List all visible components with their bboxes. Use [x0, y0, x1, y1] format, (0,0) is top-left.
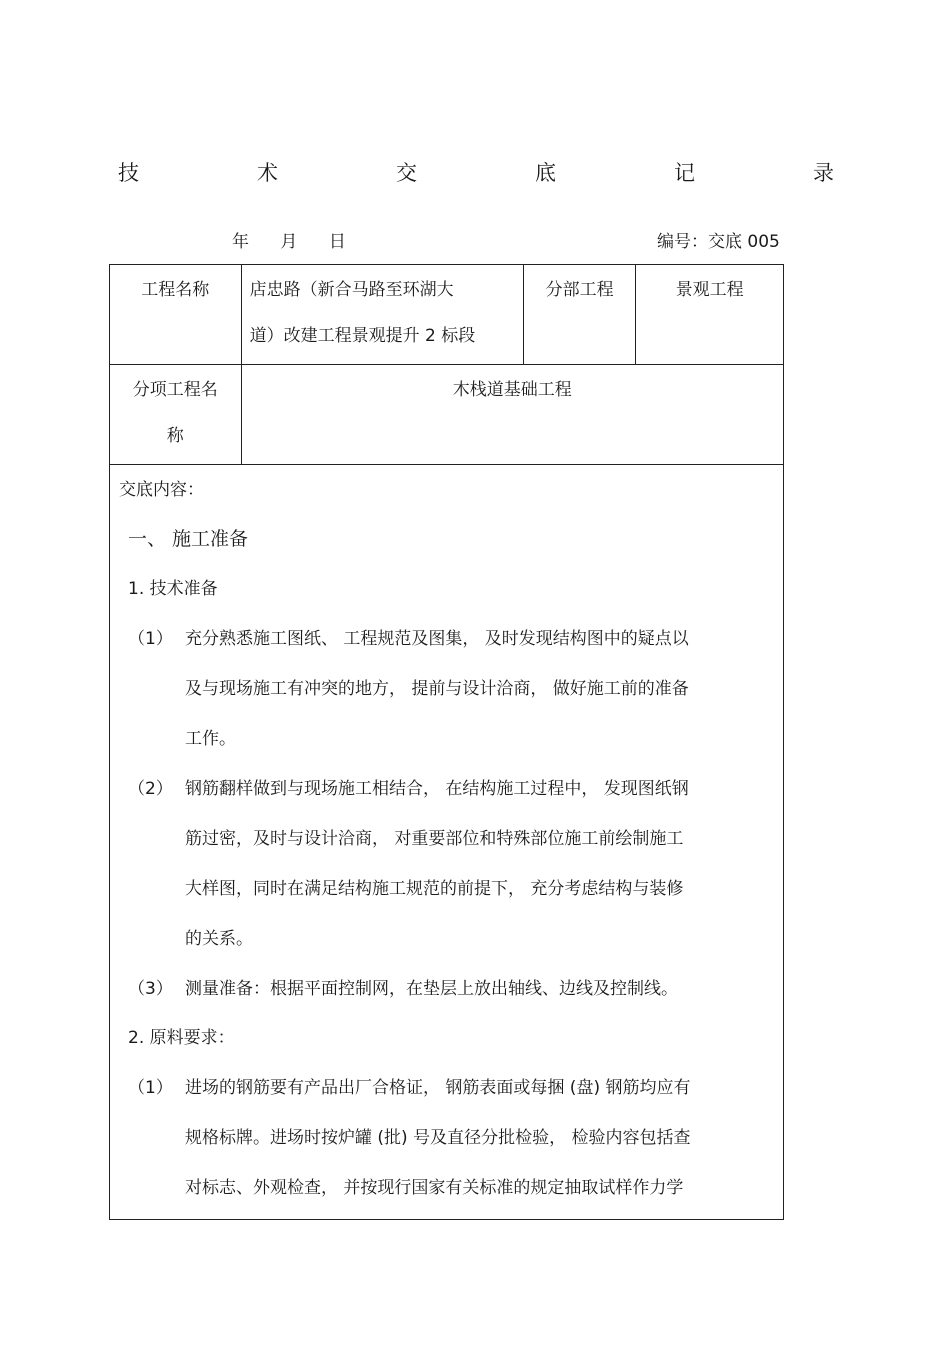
subsection-heading: 1. 技术准备 — [128, 579, 218, 599]
title-char: 交 — [396, 161, 417, 185]
paragraph-line: 大样图，同时在满足结构施工规范的前提下， 充分考虑结构与装修 — [185, 879, 684, 899]
date-field — [232, 227, 372, 252]
paragraph-line: 测量准备：根据平面控制网，在垫层上放出轴线、边线及控制线。 — [185, 979, 678, 999]
paragraph-line: 进场的钢筋要有产品出厂合格证， 钢筋表面或每捆 (盘) 钢筋均应有 — [185, 1078, 691, 1098]
project-name-line2: 道）改建工程景观提升 2 标段 — [249, 326, 476, 346]
title-char: 录 — [813, 161, 834, 185]
item-number: （2） — [128, 779, 173, 799]
document-number: 编号：交底 005 — [657, 232, 780, 252]
item-number: （3） — [128, 979, 173, 999]
paragraph-line: 钢筋翻样做到与现场施工相结合， 在结构施工过程中， 发现图纸钢 — [185, 779, 689, 799]
disclosure-table — [109, 264, 784, 1220]
day-label: 日 — [328, 232, 346, 252]
item-number: （1） — [128, 629, 173, 649]
project-name-label-cell — [110, 265, 242, 365]
content-cell — [110, 465, 784, 1220]
project-name-line1: 店忠路（新合马路至环湖大 — [249, 280, 454, 300]
document-title — [118, 157, 834, 187]
division-label-cell — [523, 265, 636, 365]
paragraph-line: 工作。 — [185, 729, 236, 749]
paragraph-line: 的关系。 — [185, 929, 253, 949]
content-heading: 交底内容： — [119, 480, 204, 500]
paragraph-line: 筋过密，及时与设计洽商， 对重要部位和特殊部位施工前绘制施工 — [185, 829, 684, 849]
item-number: （1） — [128, 1078, 173, 1098]
division-value: 景观工程 — [675, 280, 744, 300]
title-char: 记 — [674, 161, 695, 185]
subitem-label-cell — [110, 365, 242, 465]
division-label: 分部工程 — [545, 280, 614, 300]
title-char: 技 — [118, 161, 139, 185]
subsection-heading: 2. 原料要求： — [128, 1028, 235, 1048]
year-label: 年 — [232, 232, 249, 252]
paragraph-line: 充分熟悉施工图纸、 工程规范及图集， 及时发现结构图中的疑点以 — [185, 629, 689, 649]
subitem-value-cell — [241, 365, 783, 465]
month-label: 月 — [280, 232, 298, 252]
paragraph-line: 对标志、外观检查， 并按现行国家有关标准的规定抽取试样作力学 — [185, 1178, 684, 1198]
paragraph-line: 规格标牌。进场时按炉罐 (批) 号及直径分批检验， 检验内容包括查 — [185, 1128, 691, 1148]
title-char: 底 — [535, 161, 556, 185]
project-name-label: 工程名称 — [141, 280, 210, 300]
title-char: 术 — [257, 161, 278, 185]
subitem-label-line1: 分项工程名 — [132, 380, 218, 400]
subitem-value: 木栈道基础工程 — [452, 380, 572, 400]
project-name-cell — [241, 265, 523, 365]
division-value-cell — [636, 265, 784, 365]
subitem-label-line2: 称 — [166, 426, 184, 446]
paragraph-line: 及与现场施工有冲突的地方， 提前与设计洽商， 做好施工前的准备 — [185, 679, 689, 699]
section-heading: 一、 施工准备 — [128, 528, 249, 550]
